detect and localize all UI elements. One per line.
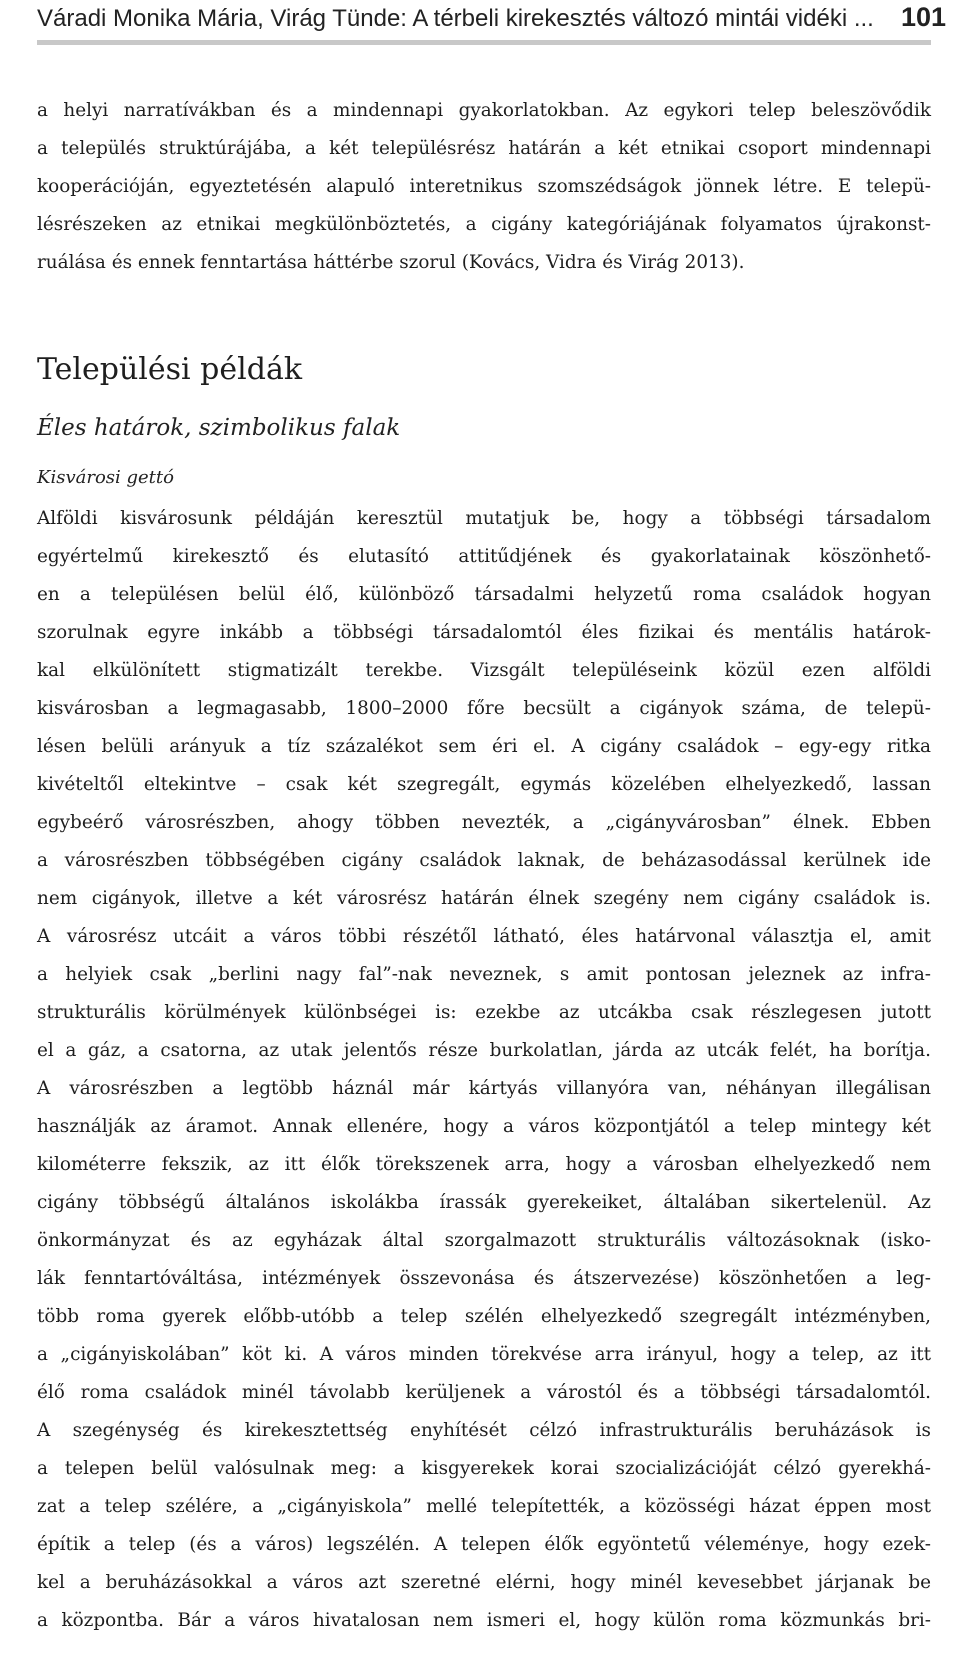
text-line: egybeérő városrészben, ahogy többen nevezték, a „cigányvárosban” élnek. Ebben [37,812,931,833]
text-line: nem cigányok, illetve a két városrész határán élnek szegény nem cigány családok is. [37,888,931,909]
text-line: a városrészben többségében cigány családok laknak, de beházasodással kerülnek ide [37,850,931,871]
text-line: A szegénység és kirekesztettség enyhítését célzó infrastrukturális beruházások is [37,1420,931,1441]
text-line: a „cigányiskolában” köt ki. A város minden törekvése arra irányul, hogy a telep, az itt [37,1344,931,1365]
text-line: ruálása és ennek fenntartása háttérbe szorul (Kovács, Vidra és Virág 2013). [37,252,745,273]
text-line: a helyiek csak „berlini nagy fal”-nak neveznek, s amit pontosan jeleznek az infra- [37,964,931,985]
body-paragraph-1 [37,92,931,282]
text-line: en a településen belül élő, különböző társadalmi helyzetű roma családok hogyan [37,584,931,605]
section-heading: Települési példák [37,352,303,387]
text-line: több roma gyerek előbb-utóbb a telep szélén elhelyezkedő szegregált intézményben, [37,1306,931,1327]
text-line: A városrész utcáit a város többi részétől látható, éles határvonal választja el, amit [37,926,931,947]
text-line: használják az áramot. Annak ellenére, hogy a város központjától a telep mintegy két [37,1116,931,1137]
section-subsubheading: Kisvárosi gettó [37,467,174,488]
text-line: a telepen belül valósulnak meg: a kisgyerekek korai szocializációját célzó gyerekhá- [37,1458,931,1479]
text-line: szorulnak egyre inkább a többségi társadalomtól éles fizikai és mentális határok- [37,622,931,643]
header-divider [37,40,931,45]
text-line: lésen belüli arányuk a tíz százalékot sem éri el. A cigány családok – egy-egy ritka [37,736,931,757]
section-subheading: Éles határok, szimbolikus falak [37,415,401,441]
text-line: a központba. Bár a város hivatalosan nem ismeri el, hogy külön roma közmunkás bri- [37,1610,931,1631]
text-line: lésrészeken az etnikai megkülönböztetés, a cigány kategóriájának folyamatos újrakonst- [37,214,931,235]
text-line: kilométerre fekszik, az itt élők törekszenek arra, hogy a városban elhelyezkedő nem [37,1154,931,1175]
text-line: cigány többségű általános iskolákba írassák gyerekeiket, általában sikertelenül. Az [37,1192,931,1213]
text-line: A városrészben a legtöbb háznál már kártyás villanyóra van, néhányan illegálisan [37,1078,931,1099]
text-line: egyértelmű kirekesztő és elutasító attitűdjének és gyakorlatainak köszönhető- [37,546,931,567]
text-line: kivételtől eltekintve – csak két szegregált, egymás közelében elhelyezkedő, lassan [37,774,931,795]
text-line: kooperációján, egyeztetésén alapuló interetnikus szomszédságok jönnek létre. E telepü- [37,176,931,197]
text-line: önkormányzat és az egyházak által szorgalmazott strukturális változásoknak (isko- [37,1230,931,1251]
page-number: 101 [901,2,947,32]
text-line: strukturális körülmények különbségei is: ezekbe az utcákba csak részlegesen jutott [37,1002,931,1023]
text-line: zat a telep szélére, a „cigányiskola” mellé telepítették, a közösségi házat éppen most [37,1496,931,1517]
text-line: lák fenntartóváltása, intézmények összevonása és átszervezése) köszönhetően a leg- [37,1268,931,1289]
text-line: kel a beruházásokkal a város azt szeretné elérni, hogy minél kevesebbet járjanak be [37,1572,931,1593]
text-line: kisvárosban a legmagasabb, 1800–2000 főre becsült a cigányok száma, de telepü- [37,698,931,719]
text-line: a helyi narratívákban és a mindennapi gyakorlatokban. Az egykori telep beleszövődik [37,100,931,121]
text-line: a település struktúrájába, a két településrész határán a két etnikai csoport mindennapi [37,138,931,159]
text-line: kal elkülönített stigmatizált terekbe. Vizsgált településeink közül ezen alföldi [37,660,931,681]
text-line: el a gáz, a csatorna, az utak jelentős része burkolatlan, járda az utcák felét, ha borítja. [37,1040,931,1061]
text-line: élő roma családok minél távolabb kerüljenek a várostól és a többségi társadalomtól. [37,1382,931,1403]
text-line: Alföldi kisvárosunk példáján keresztül mutatjuk be, hogy a többségi társadalom [37,508,931,529]
running-header: Váradi Monika Mária, Virág Tünde: A térbeli kirekesztés változó mintái vidéki ... [37,5,874,32]
body-paragraph-2 [37,500,931,1640]
text-line: építik a telep (és a város) legszélén. A telepen élők egyöntetű véleménye, hogy ezek- [37,1534,931,1555]
